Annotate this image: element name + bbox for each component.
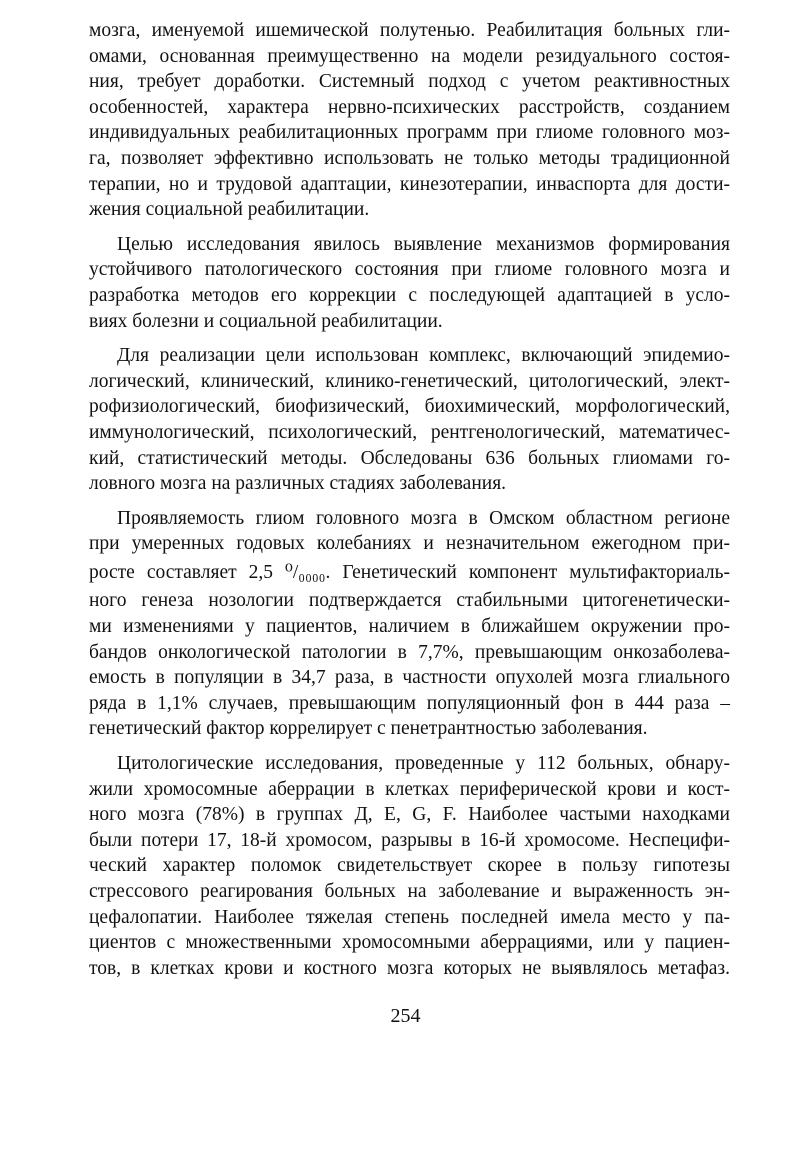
paragraph-1 [89,18,730,223]
text-line: цефалопатии. Наиболее тяжелая степень последней имела место у па- [89,906,730,928]
text-line: генетический фактор коррелирует с пенетрантностью заболевания. [89,718,648,740]
text-line: особенностей, характера нервно-психических расстройств, созданием [89,96,730,118]
text-line: ческий характер поломок свидетельствует скорее в пользу гипотезы [89,855,730,877]
text-line: логический, клинический, клинико-генетический, цитологический, элект- [89,370,730,392]
text-line: га, позволяет эффективно использовать не только методы традиционной [89,147,730,169]
text-line: мозга, именуемой ишемической полутенью. Реабилитация больных гли- [89,20,730,41]
text-line: ми изменениями у пациентов, наличием в ближайшем окружении про- [89,616,730,638]
text-line: циентов с множественными хромосомными аберрациями, или у пациен- [89,932,730,954]
text-line: Цитологические исследования, проведенные у 112 больных, обнару- [117,753,730,775]
text-line: разработка методов его коррекции с последующей адаптацией в усло- [89,284,730,306]
text-line: рофизиологический, биофизический, биохимический, морфологический, [89,396,730,418]
text-line: иммунологический, психологический, рентгенологический, математичес- [89,421,730,443]
text-line: ного мозга (78%) в группах Д, Е, G, F. Наиболее частыми находками [89,804,730,826]
text-line: жили хромосомные аберрации в клетках периферической крови и кост- [89,778,730,800]
text-line: терапии, но и трудовой адаптации, кинезотерапии, инваспорта для дости- [89,173,730,195]
text-line: стрессового реагирования больных на заболевание и выраженность эн- [89,881,730,902]
body-text [89,18,730,981]
paragraph-3 [89,343,730,497]
text-line: при умеренных годовых колебаниях и незначительном ежегодном при- [89,533,730,555]
text-line: устойчивого патологического состояния при глиоме головного мозга и [89,259,730,281]
text-line: емость в популяции в 34,7 раза, в частности опухолей мозга глиального [89,667,730,689]
text-line: виях болезни и социальной реабилитации. [89,310,443,332]
text-line: кий, статистический методы. Обследованы 636 больных глиомами го- [89,447,730,469]
text-line: жения социальной реабилитации. [89,199,370,221]
text-line: ния, требует доработки. Системный подход с учетом реактивностных [89,71,730,93]
paragraph-4 [89,506,730,742]
text-line: Целью исследования явилось выявление механизмов формирования [117,233,730,255]
text-line: ного генеза нозологии подтверждается стабильными цитогенетически- [89,590,730,612]
text-line: тов, в клетках крови и костного мозга которых не выявлялось метафаз. [89,957,730,979]
text-line: Для реализации цели использован комплекс, включающий эпидемио- [117,345,730,367]
text-line: бандов онкологической патологии в 7,7%, превышающим онкозаболева- [89,641,730,663]
text-line: индивидуальных реабилитационных программ при глиоме головного моз- [89,122,730,144]
text-line: росте составляет 2,5 ⁰/₀₀₀₀. Генетический компонент мультифакториаль- [89,561,730,583]
text-line: были потери 17, 18-й хромосом, разрывы в 16-й хромосоме. Неспецифи- [89,829,730,851]
text-line: ряда в 1,1% случаев, превышающим популяционный фон в 444 раза – [89,692,730,714]
paragraph-2 [89,232,730,334]
text-line: Проявляемость глиом головного мозга в Омском областном регионе [117,507,730,529]
page-number: 254 [390,1005,421,1027]
text-line: ловного мозга на различных стадиях заболевания. [89,473,507,495]
text-line: омами, основанная преимущественно на модели резидуального состоя- [89,45,730,67]
paragraph-5 [89,751,730,981]
